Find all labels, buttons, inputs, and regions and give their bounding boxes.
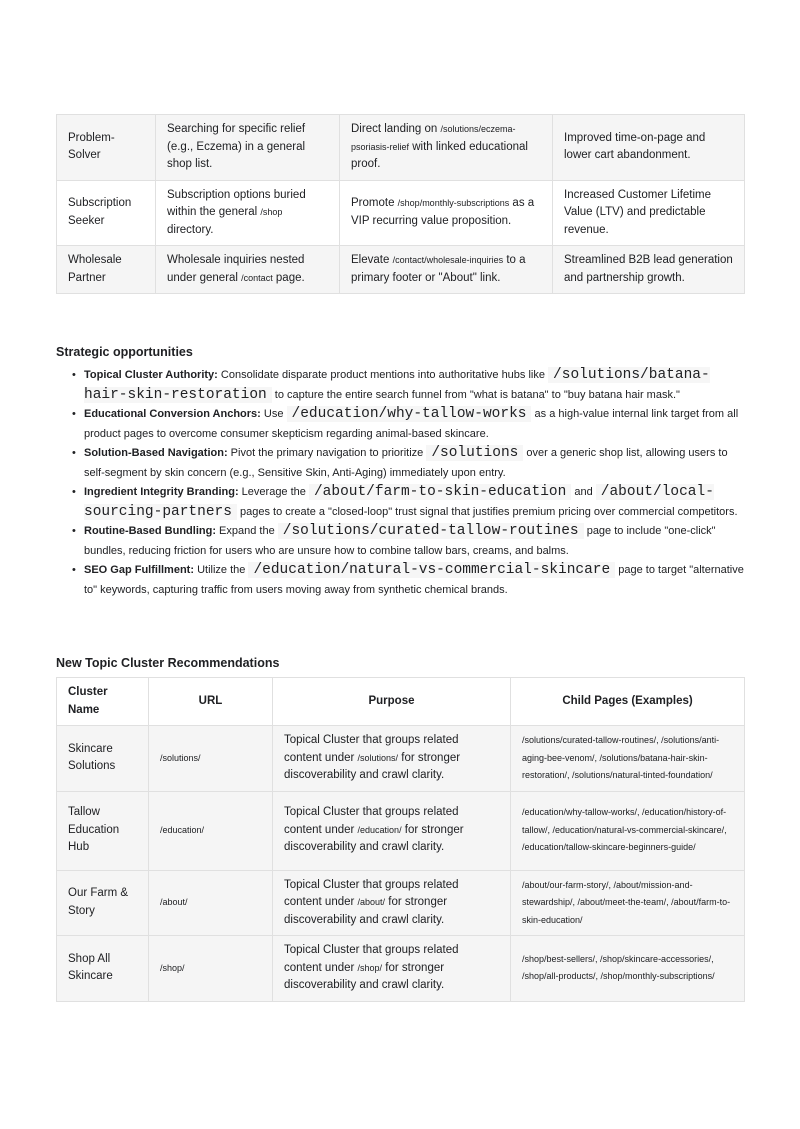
url-code: /solutions [426,445,523,461]
issue-cell: Wholesale inquiries nested under general /contact page. [156,246,340,294]
impact-cell: Streamlined B2B lead generation and partnership growth. [553,246,745,294]
url-code: /solutions/curated-tallow-routines [278,523,584,539]
list-item: • Ingredient Integrity Branding: Leverage the /about/farm-to-skin-education and /about/local-sourcing-partners pages to create a "closed-loop" trust signal that justifies premium pricing over commercial competitors. [56,483,746,522]
url-path: /shop [260,207,283,217]
purpose-cell: Topical Cluster that groups related content under /solutions/ for stronger discoverability and crawl clarity. [273,726,511,792]
table-row [57,726,745,792]
cluster-name-cell: Shop All Skincare [57,936,149,1002]
issue-cell: Subscription options buried within the general /shop directory. [156,180,340,246]
fix-cell: Direct landing on /solutions/eczema-psoriasis-relief with linked educational proof. [340,115,553,181]
url-path: /contact/wholesale-inquiries [392,255,504,265]
url-cell: /solutions/ [149,726,273,792]
table-row [57,180,745,246]
child-pages-cell: /about/our-farm-story/, /about/mission-and-stewardship/, /about/meet-the-team/, /about/farm-to-skin-education/ [511,870,745,936]
url-path: /about/ [357,897,386,907]
list-item: • Educational Conversion Anchors: Use /education/why-tallow-works as a high-value internal link target from all product pages to overcome consumer skepticism regarding animal-based skincare. [56,405,746,444]
table-row [57,246,745,294]
table-row [57,936,745,1002]
list-item: • Routine-Based Bundling: Expand the /solutions/curated-tallow-routines page to include "one-click" bundles, reducing friction for users who are unsure how to combine tallow bars, creams, and balms. [56,522,746,561]
url-path: /contact [241,272,273,283]
persona-table [56,114,745,294]
url-code: /solutions/batana-hair-skin-restoration [84,367,710,403]
list-item: • Solution-Based Navigation: Pivot the primary navigation to prioritize /solutions over a generic shop list, allowing users to self-segment by skin concern (e.g., Sensitive Skin, Anti-Aging) immediately upon entry. [56,444,746,483]
column-header: Cluster Name [57,678,149,726]
table-header-row [57,678,745,726]
cluster-table [56,677,745,1002]
url-path: /education/ [357,824,402,835]
cluster-name-cell: Tallow Education Hub [57,791,149,870]
cluster-name-cell: Skincare Solutions [57,726,149,792]
strategic-list [56,366,746,600]
purpose-cell: Topical Cluster that groups related content under /about/ for stronger discoverability and crawl clarity. [273,870,511,936]
purpose-cell: Topical Cluster that groups related content under /education/ for stronger discoverability and crawl clarity. [273,791,511,870]
url-code: /education/why-tallow-works [287,406,532,422]
table-row [57,115,745,181]
url-cell: /about/ [149,870,273,936]
strategic-heading: Strategic opportunities [56,345,193,359]
impact-cell: Improved time-on-page and lower cart abandonment. [553,115,745,181]
fix-cell: Promote /shop/monthly-subscriptions as a VIP recurring value proposition. [340,180,553,246]
persona-cell: Wholesale Partner [57,246,156,294]
issue-cell: Searching for specific relief (e.g., Eczema) in a general shop list. [156,115,340,181]
url-path: /shop/monthly-subscriptions [397,198,510,209]
url-code: /education/natural-vs-commercial-skincare [248,562,615,578]
cluster-heading: New Topic Cluster Recommendations [56,656,280,670]
url-cell: /education/ [149,791,273,870]
column-header: Child Pages (Examples) [511,678,745,726]
impact-cell: Increased Customer Lifetime Value (LTV) and predictable revenue. [553,180,745,246]
table-row [57,791,745,870]
child-pages-cell: /shop/best-sellers/, /shop/skincare-accessories/, /shop/all-products/, /shop/monthly-subscriptions/ [511,936,745,1002]
purpose-cell: Topical Cluster that groups related content under /shop/ for stronger discoverability and crawl clarity. [273,936,511,1002]
child-pages-cell: /education/why-tallow-works/, /education/history-of-tallow/, /education/natural-vs-commercial-skincare/, /education/tallow-skincare-beginners-guide/ [511,791,745,870]
url-cell: /shop/ [149,936,273,1002]
url-path: /solutions/ [357,752,399,763]
url-code: /about/local-sourcing-partners [84,484,714,520]
column-header: URL [149,678,273,726]
persona-cell: Problem-Solver [57,115,156,181]
url-code: /about/farm-to-skin-education [309,484,571,500]
table-row [57,870,745,936]
child-pages-cell: /solutions/curated-tallow-routines/, /solutions/anti-aging-bee-venom/, /solutions/batana-hair-skin-restoration/, /solutions/natural-tinted-foundation/ [511,726,745,792]
fix-cell: Elevate /contact/wholesale-inquiries to a primary footer or "About" link. [340,246,553,294]
url-path: /solutions/eczema-psoriasis-relief [351,124,516,152]
cluster-name-cell: Our Farm & Story [57,870,149,936]
persona-cell: Subscription Seeker [57,180,156,246]
list-item: • SEO Gap Fulfillment: Utilize the /education/natural-vs-commercial-skincare page to target "alternative to" keywords, capturing traffic from users moving away from synthetic chemical brands. [56,561,746,600]
list-item: • Topical Cluster Authority: Consolidate disparate product mentions into authoritative hubs like /solutions/batana-hair-skin-restoration to capture the entire search funnel from "what is batana" to "buy batana hair mask." [56,366,746,405]
url-path: /shop/ [357,962,383,973]
column-header: Purpose [273,678,511,726]
